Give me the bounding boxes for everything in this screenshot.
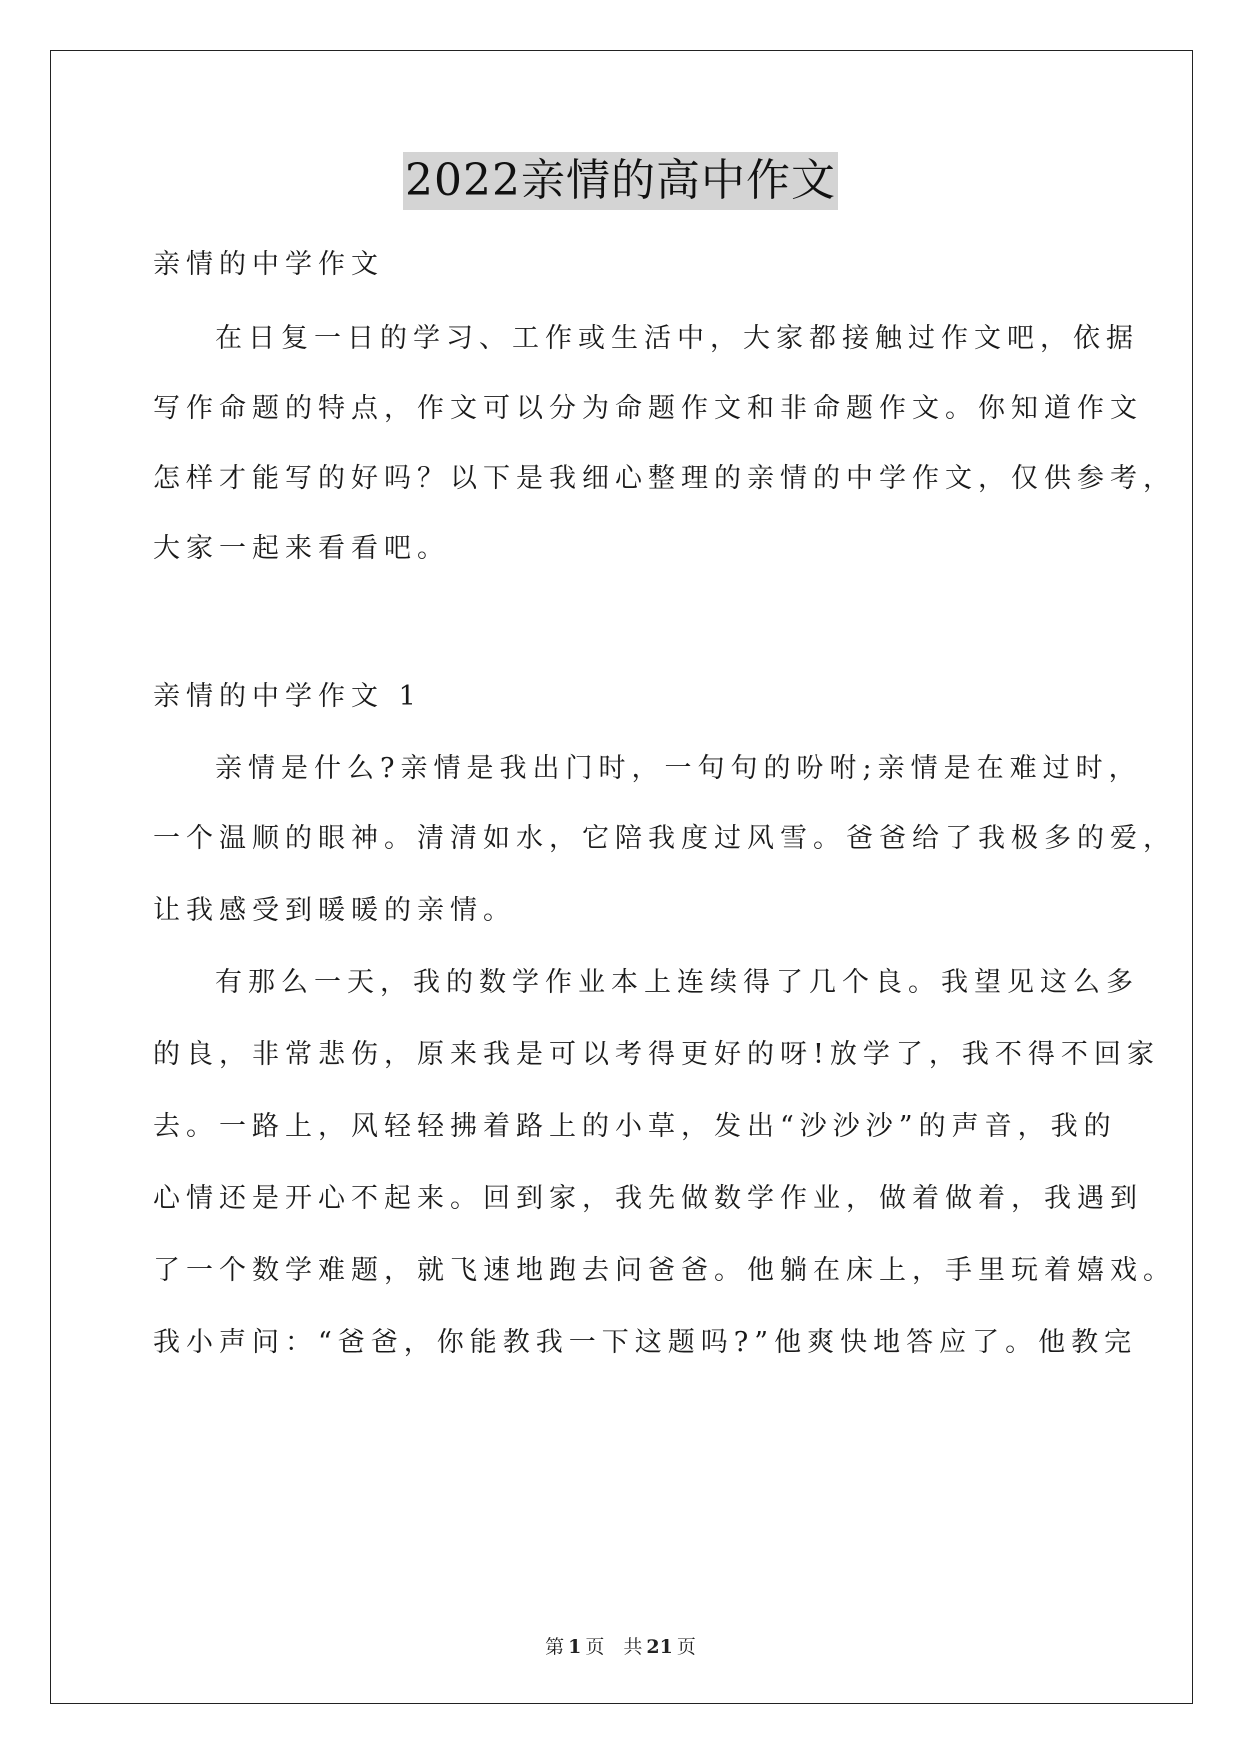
paragraph-line: 一个温顺的眼神。清清如水，它陪我度过风雪。爸爸给了我极多的爱， bbox=[153, 823, 1176, 854]
document-title: 2022亲情的高中作文 bbox=[403, 152, 838, 210]
footer-page-prefix: 第 bbox=[545, 1636, 565, 1658]
page-border bbox=[50, 50, 1193, 1704]
title-container bbox=[0, 152, 1241, 210]
footer-page-current: 1 bbox=[568, 1636, 582, 1658]
paragraph-line: 怎样才能写的好吗？以下是我细心整理的亲情的中学作文，仅供参考， bbox=[153, 463, 1176, 494]
paragraph-line: 在日复一日的学习、工作或生活中，大家都接触过作文吧，依据 bbox=[215, 323, 1139, 354]
paragraph-line: 去。一路上，风轻轻拂着路上的小草，发出“沙沙沙”的声音，我的 bbox=[153, 1111, 1117, 1142]
footer-page-total: 21 bbox=[646, 1636, 673, 1658]
page-footer bbox=[0, 1632, 1241, 1659]
section-heading: 亲情的中学作文 bbox=[153, 249, 384, 280]
paragraph-line: 心情还是开心不起来。回到家，我先做数学作业，做着做着，我遇到 bbox=[153, 1183, 1143, 1214]
footer-page-suffix: 页 bbox=[676, 1636, 696, 1658]
paragraph-line: 写作命题的特点，作文可以分为命题作文和非命题作文。你知道作文 bbox=[153, 393, 1143, 424]
paragraph-line: 有那么一天，我的数学作业本上连续得了几个良。我望见这么多 bbox=[215, 967, 1139, 998]
paragraph-line: 的良，非常悲伤，原来我是可以考得更好的呀!放学了，我不得不回家 bbox=[153, 1039, 1160, 1070]
section-heading: 亲情的中学作文 1 bbox=[153, 681, 422, 712]
footer-page-mid: 页 共 bbox=[585, 1636, 643, 1658]
paragraph-line: 我小声问：“爸爸，你能教我一下这题吗?”他爽快地答应了。他教完 bbox=[153, 1327, 1138, 1358]
paragraph-line: 大家一起来看看吧。 bbox=[153, 533, 450, 564]
paragraph-line: 让我感受到暖暖的亲情。 bbox=[153, 895, 516, 926]
paragraph-line: 了一个数学难题，就飞速地跑去问爸爸。他躺在床上，手里玩着嬉戏。 bbox=[153, 1255, 1176, 1286]
paragraph-line: 亲情是什么?亲情是我出门时，一句句的吩咐;亲情是在难过时， bbox=[215, 753, 1142, 784]
